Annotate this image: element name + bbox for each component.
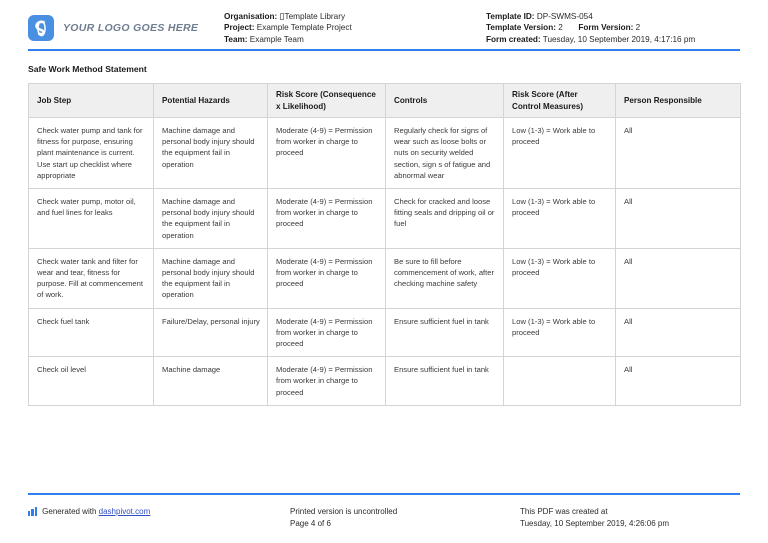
column-header-controls: Controls bbox=[386, 84, 504, 118]
swms-table-container bbox=[28, 83, 740, 406]
column-header-person-responsible: Person Responsible bbox=[616, 84, 741, 118]
swms-table bbox=[28, 83, 741, 406]
meta-form-version-label: Form Version: bbox=[578, 23, 634, 33]
footer-created-block bbox=[520, 506, 740, 529]
header-divider bbox=[28, 49, 740, 51]
missing-glyph-icon bbox=[280, 13, 284, 20]
cell-controls: Ensure sufficient fuel in tank bbox=[386, 357, 504, 406]
cell-potential-hazards: Failure/Delay, personal injury bbox=[154, 308, 268, 357]
meta-template-id-label: Template ID: bbox=[486, 12, 535, 21]
logo-text: YOUR LOGO GOES HERE bbox=[63, 22, 199, 34]
column-header-risk-score-after: Risk Score (After Control Measures) bbox=[504, 84, 616, 118]
footer-uncontrolled-text: Printed version is uncontrolled bbox=[290, 507, 398, 516]
cell-risk-score: Moderate (4-9) = Permission from worker in charge to proceed bbox=[268, 118, 386, 189]
meta-form-created-label: Form created: bbox=[486, 34, 541, 44]
cell-job-step: Check fuel tank bbox=[29, 308, 154, 357]
meta-template-id bbox=[486, 11, 740, 22]
cell-risk-score-after: Low (1-3) = Work able to proceed bbox=[504, 248, 616, 308]
table-row bbox=[29, 357, 741, 406]
table-header-row bbox=[29, 84, 741, 118]
footer-generated-block bbox=[28, 506, 290, 518]
meta-team-label: Team: bbox=[224, 34, 248, 44]
cell-potential-hazards: Machine damage and personal body injury should the equipment fail in operation bbox=[154, 189, 268, 249]
meta-organisation bbox=[224, 11, 486, 22]
meta-template-version-label: Template Version: bbox=[486, 23, 556, 33]
page-title: Safe Work Method Statement bbox=[28, 64, 147, 74]
dashpivot-link[interactable]: dashpivot.com bbox=[98, 507, 151, 516]
meta-project bbox=[224, 22, 486, 33]
footer-page-number: Page 4 of 6 bbox=[290, 518, 331, 528]
cell-person-responsible: All bbox=[616, 357, 741, 406]
cell-potential-hazards: Machine damage and personal body injury should the equipment fail in operation bbox=[154, 248, 268, 308]
cell-controls: Ensure sufficient fuel in tank bbox=[386, 308, 504, 357]
cell-risk-score: Moderate (4-9) = Permission from worker in charge to proceed bbox=[268, 189, 386, 249]
cell-risk-score: Moderate (4-9) = Permission from worker in charge to proceed bbox=[268, 248, 386, 308]
meta-form-created-value: Tuesday, 10 September 2019, 4:17:16 pm bbox=[542, 34, 696, 44]
header-meta-right bbox=[486, 11, 740, 45]
meta-team-value: Example Team bbox=[249, 34, 304, 44]
logo-block bbox=[28, 11, 224, 41]
column-header-potential-hazards: Potential Hazards bbox=[154, 84, 268, 118]
cell-controls: Be sure to fill before commencement of work, after checking machine safety bbox=[386, 248, 504, 308]
cell-risk-score-after: Low (1-3) = Work able to proceed bbox=[504, 189, 616, 249]
meta-project-label: Project: bbox=[224, 23, 255, 33]
cell-risk-score-after: Low (1-3) = Work able to proceed bbox=[504, 308, 616, 357]
table-header bbox=[29, 84, 741, 118]
document-header bbox=[0, 0, 768, 46]
footer-generated-prefix: Generated with bbox=[42, 507, 97, 516]
meta-template-id-value: DP-SWMS-054 bbox=[536, 12, 593, 21]
bar-chart-icon bbox=[28, 507, 37, 516]
cell-person-responsible: All bbox=[616, 248, 741, 308]
table-row bbox=[29, 308, 741, 357]
meta-organisation-value: Template Library bbox=[284, 12, 346, 21]
meta-organisation-label: Organisation: bbox=[224, 12, 278, 21]
cell-potential-hazards: Machine damage bbox=[154, 357, 268, 406]
cell-person-responsible: All bbox=[616, 118, 741, 189]
footer-created-timestamp: Tuesday, 10 September 2019, 4:26:06 pm bbox=[520, 518, 669, 528]
document-footer bbox=[28, 506, 740, 529]
cell-controls: Check for cracked and loose fitting seals and dripping oil or fuel bbox=[386, 189, 504, 249]
meta-project-value: Example Template Project bbox=[256, 23, 352, 33]
meta-team bbox=[224, 34, 486, 45]
cell-job-step: Check water pump, motor oil, and fuel lines for leaks bbox=[29, 189, 154, 249]
footer-print-block bbox=[290, 506, 520, 529]
table-row bbox=[29, 189, 741, 249]
cell-job-step: Check water pump and tank for fitness for purpose, ensuring plant maintenance is current. Use start up checklist where appropriate bbox=[29, 118, 154, 189]
cell-job-step: Check oil level bbox=[29, 357, 154, 406]
cell-job-step: Check water tank and filter for wear and tear, fitness for purpose. Fill at commencement of work. bbox=[29, 248, 154, 308]
cell-person-responsible: All bbox=[616, 308, 741, 357]
logo-swirl-icon bbox=[28, 15, 54, 41]
meta-versions bbox=[486, 22, 740, 33]
footer-created-label: This PDF was created at bbox=[520, 507, 608, 516]
table-row bbox=[29, 248, 741, 308]
table-row bbox=[29, 118, 741, 189]
cell-risk-score: Moderate (4-9) = Permission from worker in charge to proceed bbox=[268, 308, 386, 357]
cell-potential-hazards: Machine damage and personal body injury should the equipment fail in operation bbox=[154, 118, 268, 189]
meta-form-created bbox=[486, 34, 740, 45]
header-meta-left bbox=[224, 11, 486, 45]
cell-person-responsible: All bbox=[616, 189, 741, 249]
meta-form-version-value: 2 bbox=[635, 23, 641, 33]
cell-controls: Regularly check for signs of wear such as loose bolts or nuts on security welded section, sign s of fatigue and abnormal wear bbox=[386, 118, 504, 189]
footer-generated-text bbox=[42, 506, 150, 518]
column-header-job-step: Job Step bbox=[29, 84, 154, 118]
footer-divider bbox=[28, 493, 740, 495]
cell-risk-score-after: Low (1-3) = Work able to proceed bbox=[504, 118, 616, 189]
column-header-risk-score: Risk Score (Consequence x Likelihood) bbox=[268, 84, 386, 118]
cell-risk-score-after bbox=[504, 357, 616, 406]
table-body bbox=[29, 118, 741, 406]
meta-template-version-value: 2 bbox=[558, 23, 563, 33]
cell-risk-score: Moderate (4-9) = Permission from worker in charge to proceed bbox=[268, 357, 386, 406]
